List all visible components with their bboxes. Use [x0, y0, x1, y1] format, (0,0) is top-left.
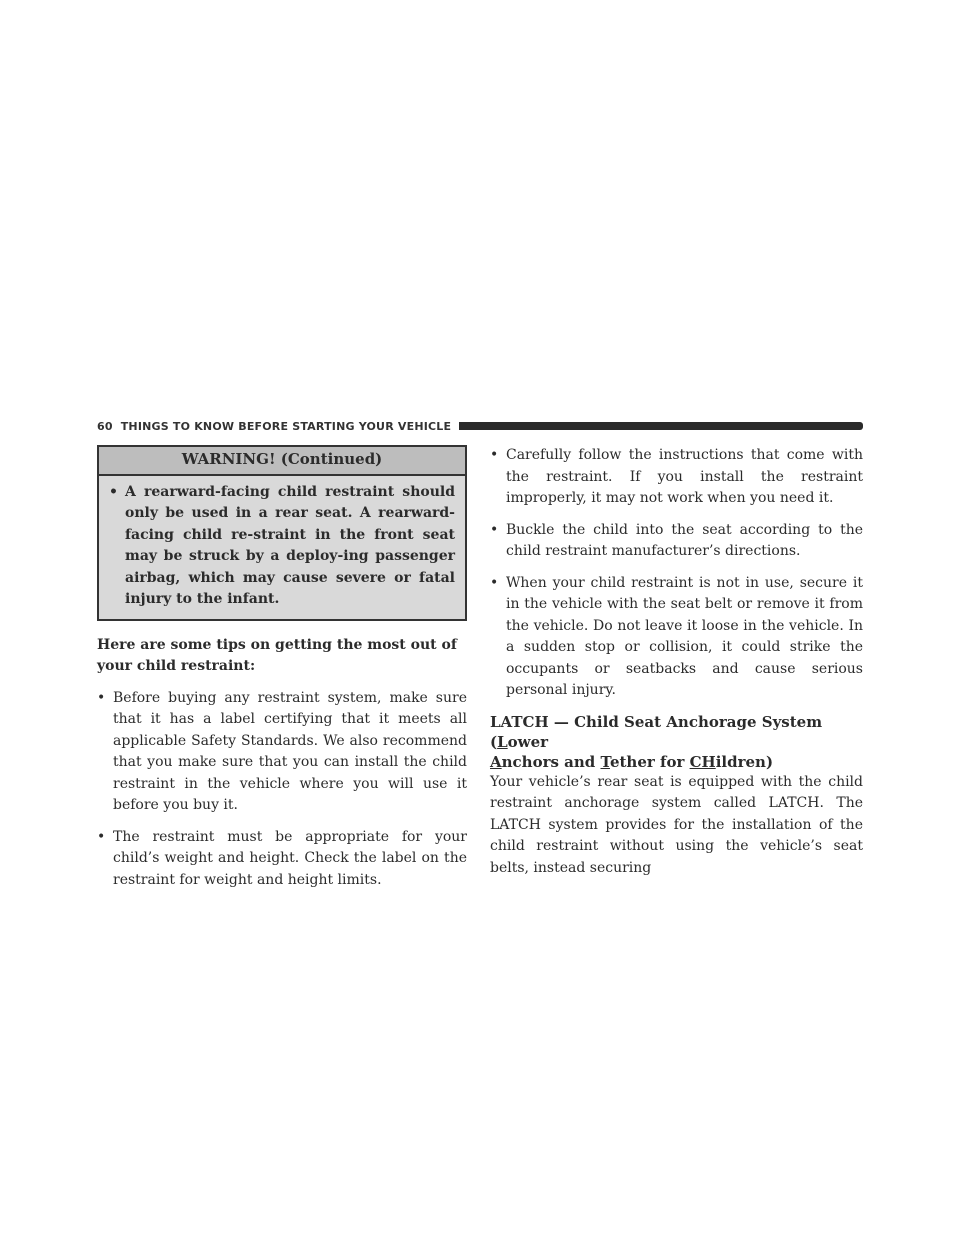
- bullet-icon: •: [490, 521, 499, 538]
- warning-bullet-text: A rearward-facing child restraint should only be used in a rear seat. A rearward-facing child re-straint in the front seat may be struck by a deploy-ing passenger airbag, which may cause severe or fatal injury to the infant.: [125, 483, 455, 607]
- tips-intro: Here are some tips on getting the most out of your child restraint:: [97, 636, 457, 674]
- page-header: [97, 418, 863, 434]
- latch-heading: [490, 712, 863, 772]
- list-item-text: When your child restraint is not in use, secure it in the vehicle with the seat belt or remove it from the vehicle. Do not leave it loose in the vehicle. In a sudden stop or collision, it could strike the occupants or seatbacks and cause serious personal injury.: [506, 574, 863, 698]
- latch-heading-part: nchors and: [501, 752, 601, 771]
- bullet-icon: •: [109, 483, 118, 500]
- list-item: [97, 688, 467, 817]
- right-column: [490, 445, 863, 879]
- list-item: [490, 573, 863, 702]
- latch-heading-initial: A: [490, 752, 502, 771]
- header-rule: [459, 422, 863, 430]
- list-item: [97, 827, 467, 892]
- warning-bullet: [109, 482, 455, 611]
- bullet-icon: •: [490, 574, 499, 591]
- latch-heading-part: ether for: [609, 752, 690, 771]
- list-item-text: The restraint must be appropriate for your child’s weight and height. Check the label on the restraint for weight and height limits.: [113, 828, 467, 888]
- bullet-icon: •: [97, 828, 106, 845]
- section-title: THINGS TO KNOW BEFORE STARTING YOUR VEHICLE: [120, 419, 452, 433]
- latch-heading-part: LATCH — Child Seat Anchorage System (: [490, 712, 823, 751]
- list-item-text: Carefully follow the instructions that come with the restraint. If you install the restraint improperly, it may not work when you need it.: [506, 447, 863, 506]
- bullet-icon: •: [490, 447, 499, 463]
- list-item-text: Buckle the child into the seat according to the child restraint manufacturer’s directions.: [506, 521, 863, 559]
- latch-paragraph: Your vehicle’s rear seat is equipped with the child restraint anchorage system called LATCH. The LATCH system provides for the installation of the child restraint without using the vehicle’s seat belts, instead securing: [490, 773, 863, 876]
- list-item: [490, 445, 863, 510]
- latch-heading-initial: T: [600, 752, 610, 771]
- warning-box: [97, 445, 467, 621]
- bullet-icon: •: [97, 689, 106, 706]
- warning-body: [99, 476, 465, 619]
- left-column: [97, 445, 467, 891]
- list-item-text: Before buying any restraint system, make sure that it has a label certifying that it meets all applicable Safety Standards. We also recommend that you make sure that you can install the child restraint in the vehicle where you will use it before you buy it.: [113, 689, 467, 813]
- latch-heading-initial: L: [497, 732, 508, 751]
- latch-heading-part: ildren): [715, 752, 774, 771]
- latch-heading-part: ower: [507, 732, 549, 751]
- page-number: 60: [97, 419, 113, 433]
- list-item: [490, 520, 863, 563]
- warning-title: WARNING! (Continued): [99, 447, 465, 476]
- latch-heading-initial: CH: [689, 752, 716, 771]
